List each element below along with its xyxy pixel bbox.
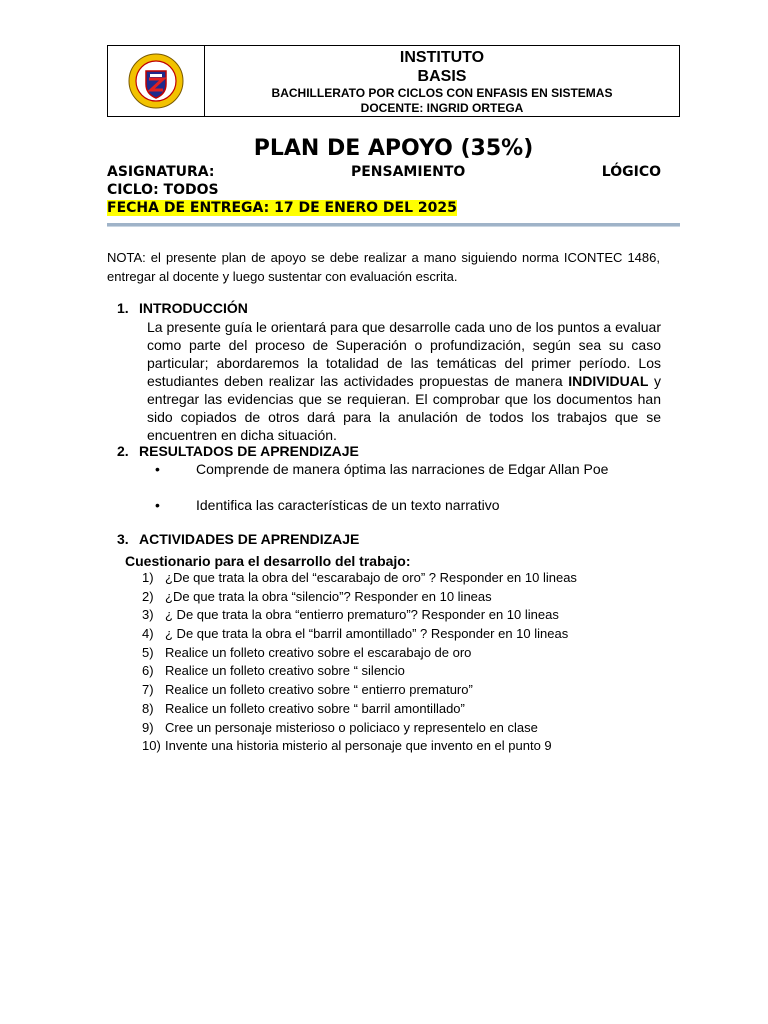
section-title: ACTIVIDADES DE APRENDIZAJE — [139, 531, 360, 547]
questionnaire-heading: Cuestionario para el desarrollo del trabajo: — [125, 553, 411, 569]
list-item — [142, 644, 672, 663]
item-text: ¿De que trata la obra del “escarabajo de oro” ? Responder en 10 lineas — [165, 570, 577, 585]
section-title: RESULTADOS DE APRENDIZAJE — [139, 443, 359, 459]
due-date-line — [107, 199, 661, 217]
document-title: PLAN DE APOYO (35%) — [253, 136, 534, 161]
list-item — [142, 737, 672, 756]
result-text: Comprende de manera óptima las narraciones de Edgar Allan Poe — [196, 461, 609, 477]
item-text: ¿ De que trata la obra “entierro prematuro”? Responder en 10 lineas — [165, 607, 559, 623]
header-table — [107, 45, 680, 117]
item-text: Cree un personaje misterioso o policiaco y representelo en clase — [165, 719, 538, 735]
intro-text-part2: y entregar las evidencias que se requieran. El comprobar que los documentos han sido copiados de otros dará para la anulación de todos los trabajos que se encuentren en dicha situación. — [147, 373, 661, 443]
intro-text-part1: La presente guía le orientará para que desarrolle cada uno de los puntos a evaluar como parte del proceso de Superación o profundización, según sea su caso particular; abordaremos la totalidad de las temáticas del primer período. Los estudiantes deben realizar las actividades propuestas de manera — [147, 319, 661, 389]
item-number: 8) — [142, 700, 154, 716]
section-number: 1. — [117, 300, 129, 316]
section-number: 2. — [117, 443, 129, 459]
item-number: 2) — [142, 588, 154, 604]
due-date-highlight: FECHA DE ENTREGA: 17 DE ENERO DEL 2025 — [107, 200, 457, 216]
item-text: Realice un folleto creativo sobre el escarabajo de oro — [165, 644, 472, 660]
institute-name-line1: INSTITUTO — [399, 49, 485, 66]
bullet-icon: • — [155, 461, 160, 477]
list-item — [142, 700, 672, 719]
section-title: INTRODUCCIÓN — [139, 300, 248, 316]
item-text: Invente una historia misterio al personaje que invento en el punto 9 — [165, 738, 552, 754]
program-name: BACHILLERATO POR CICLOS CON ENFASIS EN SISTEMAS — [271, 86, 613, 100]
list-item — [142, 719, 672, 738]
list-item — [142, 681, 672, 700]
item-text: Realice un folleto creativo sobre “ barril amontillado” — [165, 700, 465, 716]
item-number: 9) — [142, 719, 154, 735]
header-title-cell — [205, 46, 679, 116]
section-number: 3. — [117, 531, 129, 547]
list-item — [142, 569, 672, 588]
school-crest-icon — [127, 52, 185, 110]
item-text: ¿ De que trata la obra el “barril amontillado” ? Responder en 10 lineas — [165, 626, 569, 642]
item-number: 6) — [142, 663, 154, 679]
item-number: 5) — [142, 644, 154, 660]
note-paragraph: NOTA: el presente plan de apoyo se debe realizar a mano siguiendo norma ICONTEC 1486, entregar al docente y luego sustentar con evaluación escrita. — [107, 250, 660, 284]
intro-text-bold: INDIVIDUAL — [568, 373, 649, 389]
subject-word-1: PENSAMIENTO — [350, 164, 466, 180]
item-text: Realice un folleto creativo sobre “ entierro prematuro” — [165, 682, 473, 698]
item-number: 3) — [142, 607, 154, 623]
list-item — [142, 662, 672, 681]
item-number: 7) — [142, 682, 154, 698]
section-results-heading — [117, 442, 359, 460]
item-number: 1) — [142, 570, 154, 585]
teacher-name: DOCENTE: INGRID ORTEGA — [360, 101, 524, 115]
section-intro-heading — [117, 299, 248, 317]
subject-label: ASIGNATURA: — [107, 164, 215, 180]
result-text: Identifica las características de un texto narrativo — [196, 497, 500, 513]
list-item — [155, 496, 499, 514]
item-text: Realice un folleto creativo sobre “ silencio — [165, 663, 405, 679]
header-divider — [107, 223, 680, 227]
section-activities-heading — [117, 530, 359, 548]
item-number: 10) — [142, 738, 161, 754]
intro-paragraph — [147, 318, 661, 444]
list-item — [155, 460, 608, 478]
logo-cell — [108, 46, 205, 116]
item-number: 4) — [142, 626, 154, 642]
item-text: ¿De que trata la obra “silencio”? Responder en 10 lineas — [165, 588, 492, 604]
list-item — [142, 625, 672, 644]
cycle-line: CICLO: TODOS — [107, 182, 219, 198]
list-item — [142, 588, 672, 607]
subject-line — [107, 163, 661, 181]
questionnaire-list — [142, 569, 672, 756]
bullet-icon: • — [155, 497, 160, 513]
subject-word-2: LÓGICO — [601, 164, 661, 180]
list-item — [142, 606, 672, 625]
institute-name-line2: BASIS — [417, 68, 467, 85]
